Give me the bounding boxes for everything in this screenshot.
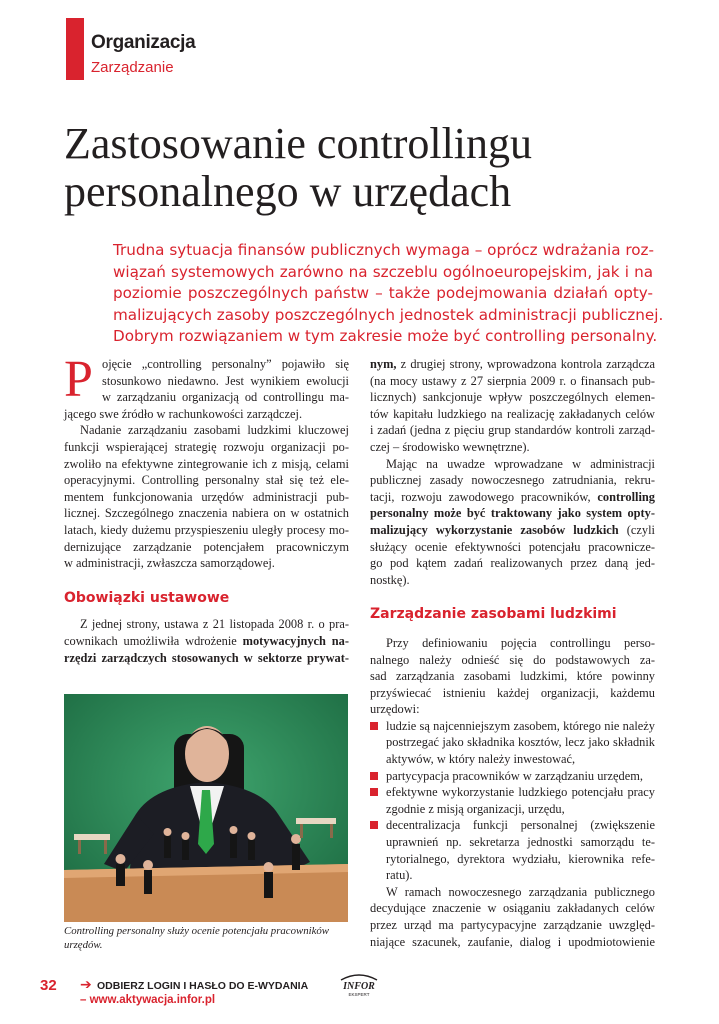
text-line: decentralizacja funkcji personalnej (zwiększenie	[386, 818, 655, 833]
text-line: efektywne wykorzystanie ludzkiego potencjału pracy	[386, 785, 655, 800]
text-line	[64, 633, 349, 650]
bullet-square-icon	[370, 821, 378, 829]
text-line: zwoliło na efektywne zintegrowanie ich z misją, celami	[64, 456, 349, 471]
paragraph	[370, 884, 655, 950]
bullet-square-icon	[370, 772, 378, 780]
text-line: rytorialnego, dyrektora wydziału, kierownika refe-	[386, 851, 655, 866]
text-line: licznych) sankcjonuje wpływ poszczególnych elemen-	[370, 390, 655, 405]
text-line	[370, 505, 655, 522]
arrow-right-icon: ➔	[80, 977, 92, 993]
text-line: latach, kiedy dużemu przyspieszeniu uległy procesy mo-	[64, 522, 349, 537]
text-line: sad zarządzania zasobami ludzkimi, które powinny	[370, 669, 655, 684]
text-line: przez urząd ma partycypacyjne zarządzanie uwzględ-	[370, 918, 655, 932]
text-run: z drugiej strony, wprowadzona kontrola zarządcza	[396, 357, 655, 371]
section-title: Organizacja	[91, 32, 196, 53]
text-run: cownikach umożliwiła wdrożenie	[64, 633, 243, 648]
text-line: ojęcie „controlling personalny” pojawiło się	[102, 357, 349, 371]
text-run: (czyli	[618, 522, 655, 537]
text-run-bold: personalny może być traktowany jako system opty-	[370, 506, 655, 521]
text-line: w zarządzaniu organizacją od controllingu ma-	[102, 390, 349, 405]
lead-line: poziomie poszczególnych państw – także podejmowania działań opty-	[113, 284, 653, 303]
bullet-square-icon	[370, 788, 378, 796]
text-line: urzędowi:	[370, 702, 420, 717]
list-item	[370, 784, 655, 817]
text-line: postrzegać jako składnika kosztów, lecz jako składnik	[386, 735, 655, 750]
text-run: tacji, rozwoju zawodowego pracowników,	[370, 489, 598, 504]
subheading: Zarządzanie zasobami ludzkimi	[370, 606, 617, 623]
paragraph	[370, 635, 655, 718]
text-line: czej – środowisko wewnętrzne).	[370, 439, 530, 454]
text-line: uprawnień np. sekretarza jednostki samorządu te-	[386, 835, 655, 850]
lead-line: Trudna sytuacja finansów publicznych wymaga – oprócz wdrażania roz-	[113, 241, 654, 259]
article-photo	[64, 694, 348, 922]
logo-text: INFOR	[343, 981, 375, 992]
section-subtitle: Zarządzanie	[91, 59, 174, 76]
subheading: Obowiązki ustawowe	[64, 589, 230, 606]
list-item	[370, 817, 655, 883]
text-line: (na mocy ustawy z 27 sierpnia 2009 r. o finansach pub-	[370, 373, 655, 388]
text-line: nalnego należy odnieść się do podstawowych za-	[370, 652, 655, 667]
bullet-square-icon	[370, 722, 378, 730]
text-run-bold: nym,	[370, 357, 397, 371]
text-line: przyświecać istnieniu każdej organizacji, każdemu	[370, 685, 655, 700]
article-lead	[113, 240, 664, 348]
footer-url-link[interactable]: – www.aktywacja.infor.pl	[80, 994, 216, 1006]
text-line: w administracji, zwłaszcza samorządowej.	[64, 556, 275, 571]
text-line: licznej. Szczególnego znaczenia nabiera on w ostatnich	[64, 506, 349, 521]
logo-subtext: EKSPERT	[348, 992, 370, 997]
text-line: publicznej zasady nowoczesnego zatrudniania, rekru-	[370, 473, 655, 488]
text-line	[64, 650, 349, 667]
text-line: mentem funkcjonowania urzędów administracji pub-	[64, 489, 349, 504]
text-line	[370, 356, 655, 373]
paragraph	[64, 422, 349, 571]
text-line: ludzie są najcenniejszym zasobem, którego nie należy	[386, 718, 655, 733]
text-line: aktywów, w który należy inwestować,	[386, 752, 576, 767]
lead-line: wiązań systemowych zarówno na szczeblu ogólnoeuropejskim, jak i na	[113, 262, 653, 281]
text-run-bold: controlling	[597, 489, 655, 504]
footer-promo-text: ODBIERZ LOGIN I HASŁO DO E-WYDANIA	[97, 980, 309, 992]
text-line: Nadanie zarządzaniu zasobami ludzkimi kluczowej	[80, 423, 349, 438]
list-item	[370, 768, 655, 785]
headline-line: personalnego w urzędach	[64, 167, 512, 216]
left-column	[64, 351, 350, 666]
headline-line: Zastosowanie controllingu	[64, 119, 533, 168]
drop-cap: P	[64, 351, 93, 408]
text-line: partycypacja pracowników w zarządzaniu urzędem,	[386, 768, 643, 783]
text-run-bold: rzędzi zarządczych stosowanych w sektorze prywat-	[64, 650, 349, 665]
text-line: niające szacunek, zaufanie, dialog i upodmiotowienie	[370, 934, 655, 949]
text-line: tów kapitału ludzkiego na realizację zakładanych celów	[370, 406, 655, 421]
caption-line: Controlling personalny służy ocenie potencjału pracowników	[64, 925, 329, 937]
text-line: decydujące znaczenie w osiąganiu zakładanych celów	[370, 901, 655, 916]
text-line: zgodnie z misją organizacji, urzędu,	[386, 801, 565, 816]
bullet-list	[370, 718, 655, 884]
text-line: stosunkowo niedawno. Jest wynikiem ewolucji	[102, 373, 349, 388]
text-line: Przy definiowaniu pojęcia controllingu perso-	[386, 635, 655, 650]
paragraph	[64, 616, 349, 666]
text-line: ratu).	[386, 868, 413, 883]
right-column	[370, 356, 655, 950]
caption-line: urzędów.	[64, 939, 103, 951]
text-line: Mając na uwadze wprowadzane w administracji	[386, 456, 655, 471]
lead-line: malizujących zasoby poszczególnych jednostek administracji publicznej.	[113, 305, 664, 324]
text-line: Z jednej strony, ustawa z 21 listopada 2008 r. o pra-	[80, 617, 349, 632]
section-accent-bar	[66, 18, 84, 80]
business-man-illustration	[64, 694, 348, 922]
text-line: służący ocenie efektywności potencjału pracownicze-	[370, 539, 655, 554]
text-line: jącego swe źródło w rachunkowości zarządczej.	[64, 406, 303, 421]
text-line: funkcji wspierającej strategię rozwoju organizacji po-	[64, 439, 349, 454]
text-line: dernizujące zarządzanie potencjałem pracowniczym	[64, 539, 349, 554]
text-line: nostkę).	[370, 572, 410, 587]
text-line: go pod kątem zadań realizowanych przez daną jed-	[370, 556, 655, 571]
text-line: i zadań (jedna z pięciu grup standardów kontroli zarząd-	[370, 423, 655, 438]
lead-line: Dobrym rozwiązaniem w tym zakresie może być controlling personalny.	[113, 327, 658, 346]
photo-caption	[64, 924, 348, 952]
text-line	[370, 489, 655, 506]
paragraph	[370, 356, 655, 456]
paragraph	[370, 456, 655, 589]
text-run-bold: motywacyjnych na-	[242, 633, 350, 648]
paragraph	[64, 351, 349, 422]
list-item	[370, 718, 655, 768]
text-line: operacyjnymi. Controlling personalny stał się też ele-	[64, 473, 349, 488]
infor-logo	[335, 972, 383, 998]
text-run-bold: malizujący wykorzystanie zasobów ludzkich	[370, 522, 619, 537]
text-line: W ramach nowoczesnego zarządzania publicznego	[386, 884, 655, 899]
text-line	[370, 522, 655, 539]
page-number: 32	[40, 977, 57, 994]
article-headline	[64, 120, 684, 216]
